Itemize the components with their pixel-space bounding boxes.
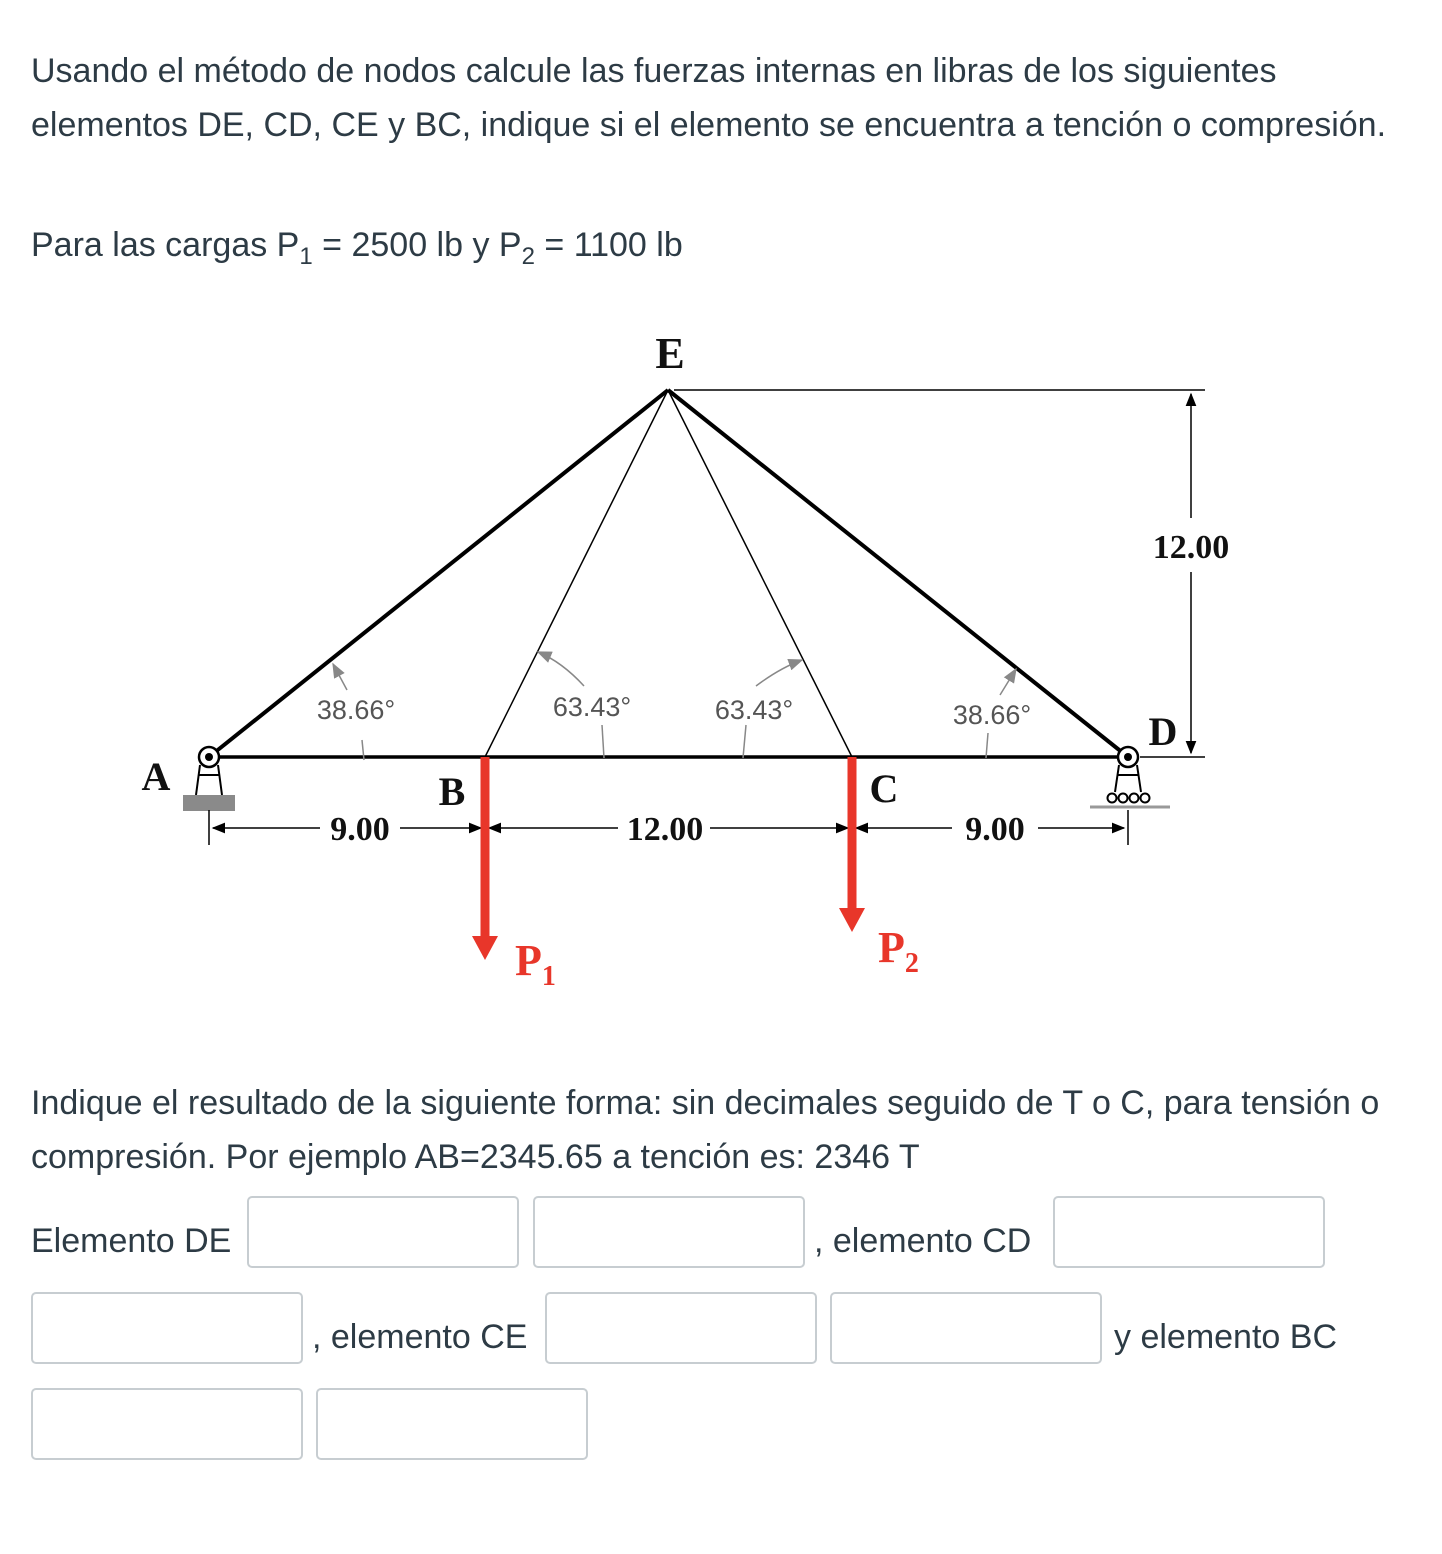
angle-arc-b bbox=[538, 652, 584, 686]
bc-value-input[interactable] bbox=[31, 1388, 303, 1460]
format-instructions: Indique el resultado de la siguiente forma: sin decimales seguido de T o C, para tensión o compresión. Por ejemplo AB=2345.65 a tención es: 2346 T bbox=[31, 1084, 1380, 1176]
de-type-input[interactable] bbox=[533, 1196, 805, 1268]
dimension-bc: 12.00 bbox=[626, 811, 704, 848]
angle-label-c: 63.43° bbox=[714, 695, 794, 725]
ce-value-input[interactable] bbox=[545, 1292, 817, 1364]
angle-label-d: 38.66° bbox=[952, 700, 1032, 730]
node-label-a: A bbox=[141, 754, 171, 799]
node-label-b: B bbox=[438, 769, 466, 814]
label-elemento-cd: , elemento CD bbox=[814, 1222, 1032, 1260]
node-label-d: D bbox=[1148, 709, 1178, 754]
loads-suffix: = 1100 lb bbox=[534, 226, 683, 264]
loads-prefix: Para las cargas P bbox=[31, 226, 300, 264]
label-elemento-bc: y elemento BC bbox=[1114, 1318, 1337, 1356]
loads-mid: = 2500 lb y P bbox=[312, 226, 522, 264]
angle-arc-c bbox=[756, 660, 802, 686]
dimension-ab: 9.00 bbox=[330, 811, 390, 848]
loads-sub-2: 2 bbox=[521, 243, 535, 270]
label-elemento-ce: , elemento CE bbox=[312, 1318, 528, 1356]
cd-value-input[interactable] bbox=[1053, 1196, 1325, 1268]
load-label-p1: $P_1$ bbox=[515, 936, 556, 992]
dimension-cd: 9.00 bbox=[965, 811, 1025, 848]
ce-type-input[interactable] bbox=[830, 1292, 1102, 1364]
angle-label-a: 38.66° bbox=[316, 695, 396, 725]
node-label-e: E bbox=[655, 329, 685, 378]
load-p1 bbox=[472, 757, 498, 960]
de-value-input[interactable] bbox=[247, 1196, 519, 1268]
angle-label-b: 63.43° bbox=[552, 692, 632, 722]
load-p2 bbox=[839, 757, 865, 932]
angle-arc-a-top bbox=[333, 664, 347, 690]
label-elemento-de: Elemento DE bbox=[31, 1222, 232, 1260]
bc-type-input[interactable] bbox=[316, 1388, 588, 1460]
cd-type-input[interactable] bbox=[31, 1292, 303, 1364]
node-label-c: C bbox=[869, 766, 899, 811]
angle-annotations bbox=[333, 652, 1016, 760]
dimension-height: 12.00 bbox=[1152, 529, 1230, 566]
truss-diagram bbox=[0, 300, 1442, 1020]
loads-sub-1: 1 bbox=[299, 243, 313, 270]
load-label-p2: $P_2$ bbox=[878, 923, 919, 979]
loads-statement bbox=[31, 218, 931, 272]
angle-arc-d bbox=[1000, 669, 1016, 695]
problem-statement: Usando el método de nodos calcule las fuerzas internas en libras de los siguientes elementos DE, CD, CE y BC, indique si el elemento se encuentra a tención o compresión. bbox=[31, 52, 1387, 144]
